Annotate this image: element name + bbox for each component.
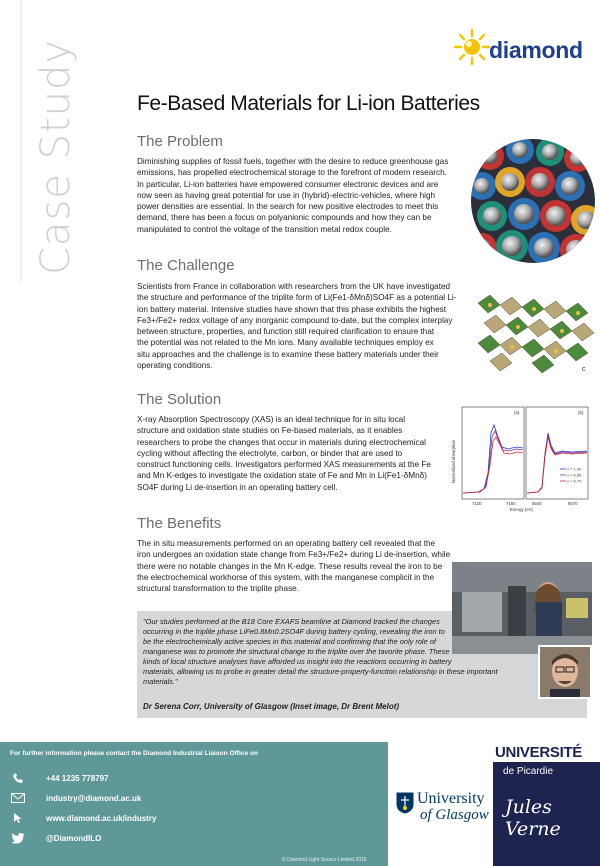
solution-text: X-ray Absorption Spectroscopy (XAS) is an ideal technique for in situ local structure and oxidation state studies on Fe-based materials, as it enables researchers to probe the changes that occur in materials during electrochemical cycling without affecting the electrolyte, carbon, or binder that are used to construct functioning cells. Investigators performed XAS measurements at the Fe and Mn K-edges to investigate the oxidation state of Fe and Mn in Li(Fe1-δMnδ) SO4F during Li de-insertion in an operating battery cell. <box>137 415 431 492</box>
benefits-text: The in situ measurements performed on an operating battery cell revealed that the iron undergoes an oxidation state change from Fe3+/Fe2+ during Li de-insertion, while there were no notable changes in the Mn K-edge. These results reveal the iron to be the electrochemical workhorse of this system, with the manganese complicit in the structural transformation to the triplite phase. <box>137 539 451 594</box>
plot-legend <box>560 467 582 484</box>
cursor-icon <box>10 812 26 824</box>
quote-text: "Our studies performed at the B18 Core EXAFS beamline at Diamond tracked the changes occurring in the triplite phase LiFe0.8Mn0.2SO4F during battery cycling, revealing the iron to be the electrochemically active species in this material and confirming that the only role of manganese was to promote the structural change to the triplite over the tavorite phase. These kinds of local structure analyses have afforded us insight into the reactions occurring in battery materials, allowing us to probe in greater detail the structure-property-function relationship in these important materials." <box>143 617 498 686</box>
footer-intro: For further information please contact the Diamond Industrial Liaison Office on <box>10 750 259 757</box>
contact-footer <box>0 742 388 866</box>
glasgow-crest-icon <box>396 792 414 814</box>
glasgow-logo <box>392 742 492 866</box>
case-study-label: Case Study <box>33 38 79 275</box>
legend-entry-3: x = 0.70 <box>567 478 582 484</box>
picardie-line-2: de Picardie <box>503 766 554 777</box>
picardie-line-1: UNIVERSITÉ <box>495 744 583 761</box>
diamond-logo <box>454 25 594 73</box>
tick-a-2: 7160 <box>506 501 516 506</box>
picardie-line-3: Jules Verne <box>505 796 561 840</box>
challenge-text: Scientists from France in collaboration with researchers from the UK have investigated the structure and performance of the triplite form of Li(Fe1-δMnδ)SO4F as a potential Li- ion battery material. Intensive studies have shown that this phase exhibits the highest Fe3+/Fe2+ redox voltage of any inorganic compound to-date, but the complex interplay between structure, properties, and function still required clarification to ensure that the potential was not related to the Mn ions. Many available techniques employ ex situ approaches and the challenge is to examine these battery materials under their operating conditions. <box>137 282 457 371</box>
glasgow-line-2: of Glasgow <box>420 807 489 823</box>
tick-b-2: 6570 <box>568 501 578 506</box>
picardie-block <box>493 762 600 866</box>
problem-heading: The Problem <box>137 133 223 150</box>
inset-portrait <box>538 645 592 699</box>
diamond-sparkle-icon <box>454 29 490 65</box>
crystal-axis-label: c <box>582 366 586 373</box>
crystal-structure-image <box>470 283 596 375</box>
page-title: Fe-Based Materials for Li-ion Batteries <box>137 92 480 115</box>
problem-text: Diminishing supplies of fossil fuels, together with the desire to reduce greenhouse gas emissions, has propelled electrochemical storage to the forefront of modern research. In particular, Li-ion batteries have empowered consumer electronic devices and are now seen as having great potential for use in (hybrid)-electric-vehicles, where high power densities are essential. In the search for new positive electrodes to meet this demand, there has been a focus on polyanionic compounds and how they can be manipulated to control the voltage of the transition metal redox couple. <box>137 157 449 234</box>
email-link[interactable]: industry@diamond.ac.uk <box>46 793 142 803</box>
tick-a-1: 7120 <box>472 501 482 506</box>
phone-icon <box>10 772 26 784</box>
phone-number[interactable]: +44 1235 778797 <box>46 773 109 783</box>
quote-author: Dr Serena Corr, University of Glasgow (Inset image, Dr Brent Melot) <box>143 702 400 711</box>
batteries-image <box>470 138 596 264</box>
tick-b-1: 6540 <box>532 501 542 506</box>
legend-entry-2: x = 0.85 <box>567 472 582 478</box>
picardie-logo <box>493 742 600 866</box>
sidebar-divider <box>20 0 22 282</box>
envelope-icon <box>10 792 26 804</box>
twitter-icon <box>10 832 26 844</box>
lab-photo <box>452 562 592 654</box>
panel-b-label: (b) <box>578 410 584 415</box>
plot-ylabel: Normalized absorption <box>451 440 456 483</box>
legend-entry-1: x = 1.00 <box>567 466 582 472</box>
solution-heading: The Solution <box>137 391 222 408</box>
website-link[interactable]: www.diamond.ac.uk/industry <box>46 813 157 823</box>
panel-a-label: (a) <box>514 410 520 415</box>
brand-name: diamond <box>489 37 583 63</box>
contact-email[interactable] <box>10 790 141 806</box>
benefits-heading: The Benefits <box>137 515 222 532</box>
copyright: © Diamond Light Source Limited 2016 <box>282 857 367 863</box>
challenge-heading: The Challenge <box>137 257 235 274</box>
glasgow-line-1: University <box>417 790 485 807</box>
contact-website[interactable] <box>10 810 156 826</box>
contact-twitter[interactable] <box>10 830 101 846</box>
xas-spectra-plot <box>450 403 592 513</box>
contact-phone[interactable] <box>10 770 109 786</box>
plot-xlabel: Energy (eV) <box>510 507 533 512</box>
twitter-handle[interactable]: @DiamondILO <box>46 833 102 843</box>
